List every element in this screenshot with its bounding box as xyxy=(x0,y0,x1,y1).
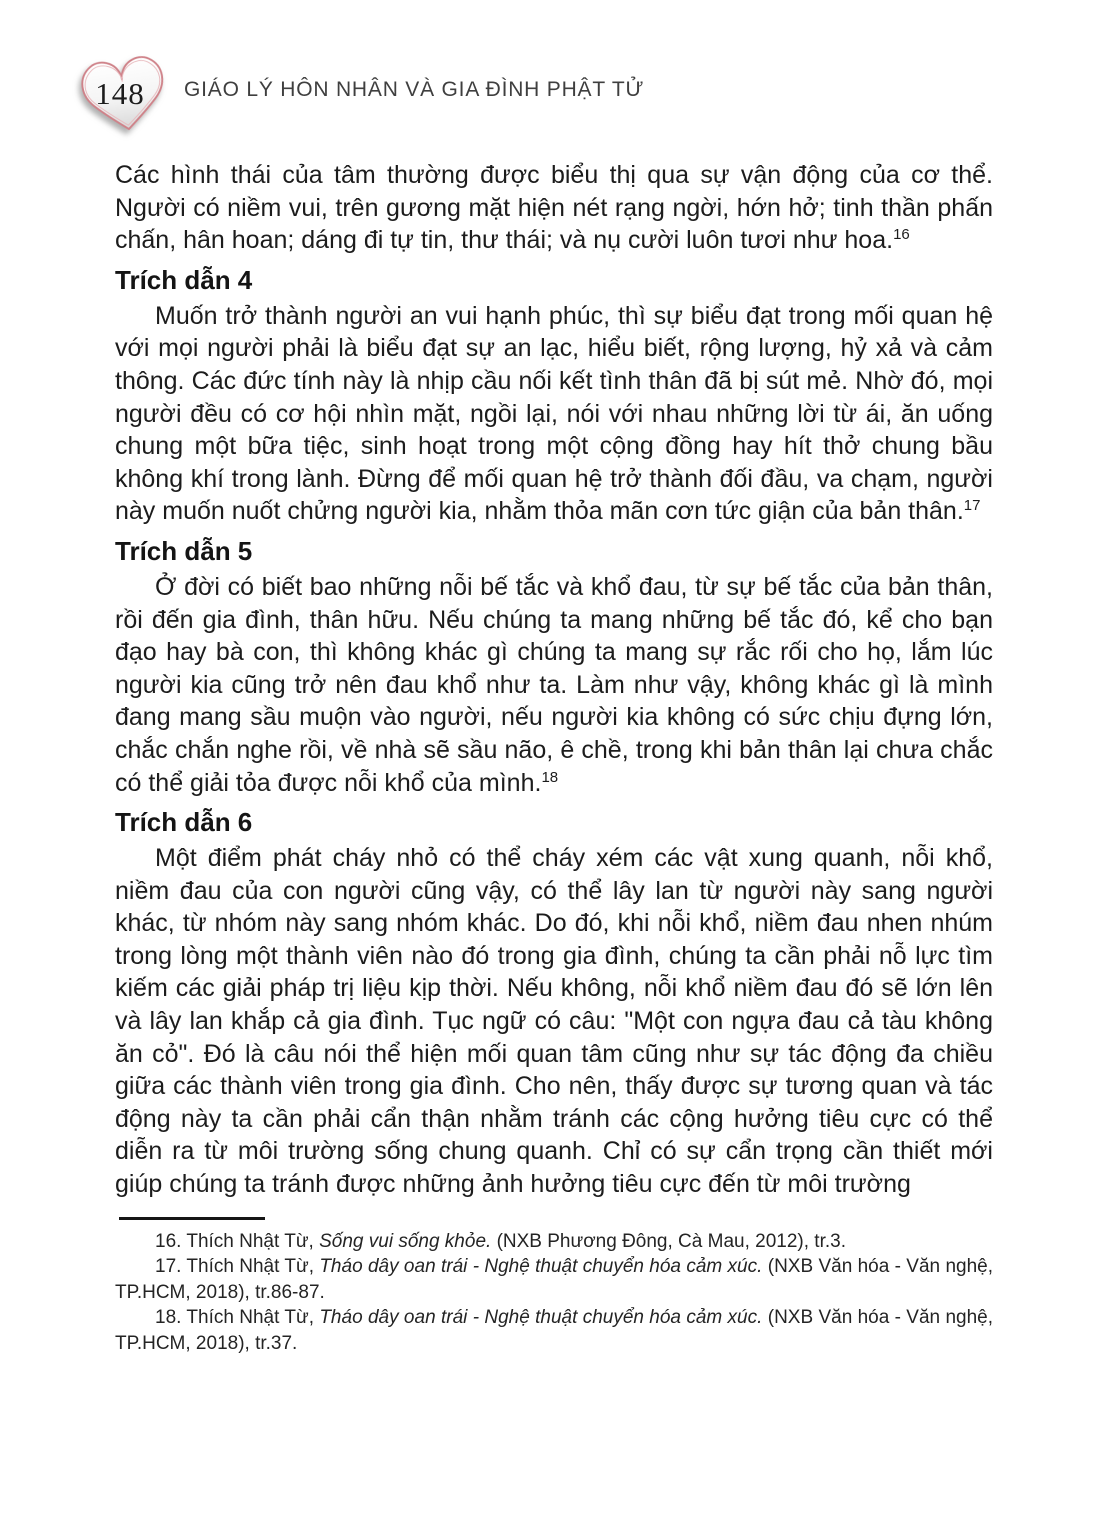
footnote-text: 17. Thích Nhật Từ, xyxy=(155,1256,320,1278)
footnote-book-title: Sống vui sống khỏe. xyxy=(319,1230,492,1252)
body-paragraph: Ở đời có biết bao những nỗi bế tắc và khổ đau, từ sự bế tắc của bản thân, rồi đến gia đình, thân hữu. Nếu chúng ta mang những bế tắc đó, kể cho bạn đạo hay bà con, thì không khác gì chúng ta mang sự rắc rối cho họ, lắm lúc người kia cũng trở nên đau khổ như ta. Làm như vậy, không khác gì là mình đang mang sầu muộn vào người, nếu người kia không có sức chịu đựng lớn, chắc chắn nghe rồi, về nhà sẽ sầu não, ê chề, trong khi bản thân lại chưa chắc có thể giải tỏa được nỗi khổ của mình.$^{18}$ xyxy=(115,572,993,797)
page-header xyxy=(76,52,644,136)
footnote-book-title: Tháo dây oan trái - Nghệ thuật chuyển hóa cảm xúc. xyxy=(319,1307,763,1329)
footnote-text: (NXB Văn hóa - Văn nghệ, TP.HCM, 2018), tr.86-87. xyxy=(115,1256,993,1303)
footnote-separator xyxy=(119,1217,265,1220)
page-number-badge xyxy=(76,52,172,136)
footnote-text: (NXB Văn hóa - Văn nghệ, TP.HCM, 2018), tr.37. xyxy=(115,1307,993,1354)
footnote-book-title: Tháo dây oan trái - Nghệ thuật chuyển hóa cảm xúc. xyxy=(319,1256,763,1278)
footnote-reference: 18 xyxy=(541,768,559,786)
footnote-text: 18. Thích Nhật Từ, xyxy=(155,1307,320,1329)
page-number: 148 xyxy=(95,76,145,111)
section-heading: Trích dẫn 4 xyxy=(115,264,253,295)
footnote-item xyxy=(115,1305,993,1356)
footnote-reference: 17 xyxy=(963,497,981,515)
footnote-item xyxy=(115,1254,993,1305)
running-title: GIÁO LÝ HÔN NHÂN VÀ GIA ĐÌNH PHẬT TỬ xyxy=(184,78,645,101)
footnotes xyxy=(115,1217,993,1357)
footnote-reference: 16 xyxy=(893,226,910,244)
page-content xyxy=(115,159,993,1356)
footnote-text: 16. Thích Nhật Từ, xyxy=(155,1230,320,1252)
footnote-item xyxy=(115,1229,993,1255)
body-paragraph: Muốn trở thành người an vui hạnh phúc, thì sự biểu đạt trong mối quan hệ với mọi người phải là biểu đạt sự an lạc, hiểu biết, rộng lượng, hỷ xả và cảm thông. Các đức tính này là nhịp cầu nối kết tình thân đã bị sút mẻ. Nhờ đó, mọi người đều có cơ hội nhìn mặt, ngồi lại, nói với nhau những lời từ ái, ăn uống chung một bữa tiệc, sinh hoạt trong một cộng đồng hay hít thở chung bầu không khí trong lành. Đừng để mối quan hệ trở thành đối đầu, va chạm, người này muốn nuốt chửng người kia, nhằm thỏa mãn cơn tức giận của bản thân.$^{17}$ xyxy=(115,301,993,526)
body-paragraph: Một điểm phát cháy nhỏ có thể cháy xém các vật xung quanh, nỗi khổ, niềm đau của con người cũng vậy, có thể lây lan từ người này sang người khác, từ nhóm này sang nhóm khác. Do đó, khi nỗi khổ, niềm đau nhen nhúm trong lòng một thành viên nào đó trong gia đình, chúng ta cần phải nỗ lực tìm kiếm các giải pháp trị liệu kịp thời. Nếu không, nỗi khổ niềm đau đó sẽ lớn lên và lây lan khắp cả gia đình. Tục ngữ có câu: "Một con ngựa đau cả tàu không ăn cỏ". Đó là câu nói thể hiện mối quan tâm cũng như sự tác động đa chiều giữa các thành viên trong gia đình. Cho nên, thấy được sự tương quan và tác động này ta cần phải cẩn thận nhằm tránh các cộng hưởng tiêu cực có thể diễn ra từ môi trường sống chung quanh. Chỉ có sự cẩn trọng cần thiết mới giúp chúng ta tránh được những ảnh hưởng tiêu cực đến từ môi trường xyxy=(115,844,993,1199)
section-heading: Trích dẫn 5 xyxy=(115,535,253,566)
section-heading: Trích dẫn 6 xyxy=(115,807,253,838)
body-paragraph: Các hình thái của tâm thường được biểu thị qua sự vận động của cơ thể. Người có niềm vui, trên gương mặt hiện nét rạng ngời, hớn hở; tinh thần phấn chấn, hân hoan; dáng đi tự tin, thư thái; và nụ cười luôn tươi như hoa.$^{16}$ xyxy=(115,161,993,255)
footnote-text: (NXB Phương Đông, Cà Mau, 2012), tr.3. xyxy=(491,1230,846,1252)
